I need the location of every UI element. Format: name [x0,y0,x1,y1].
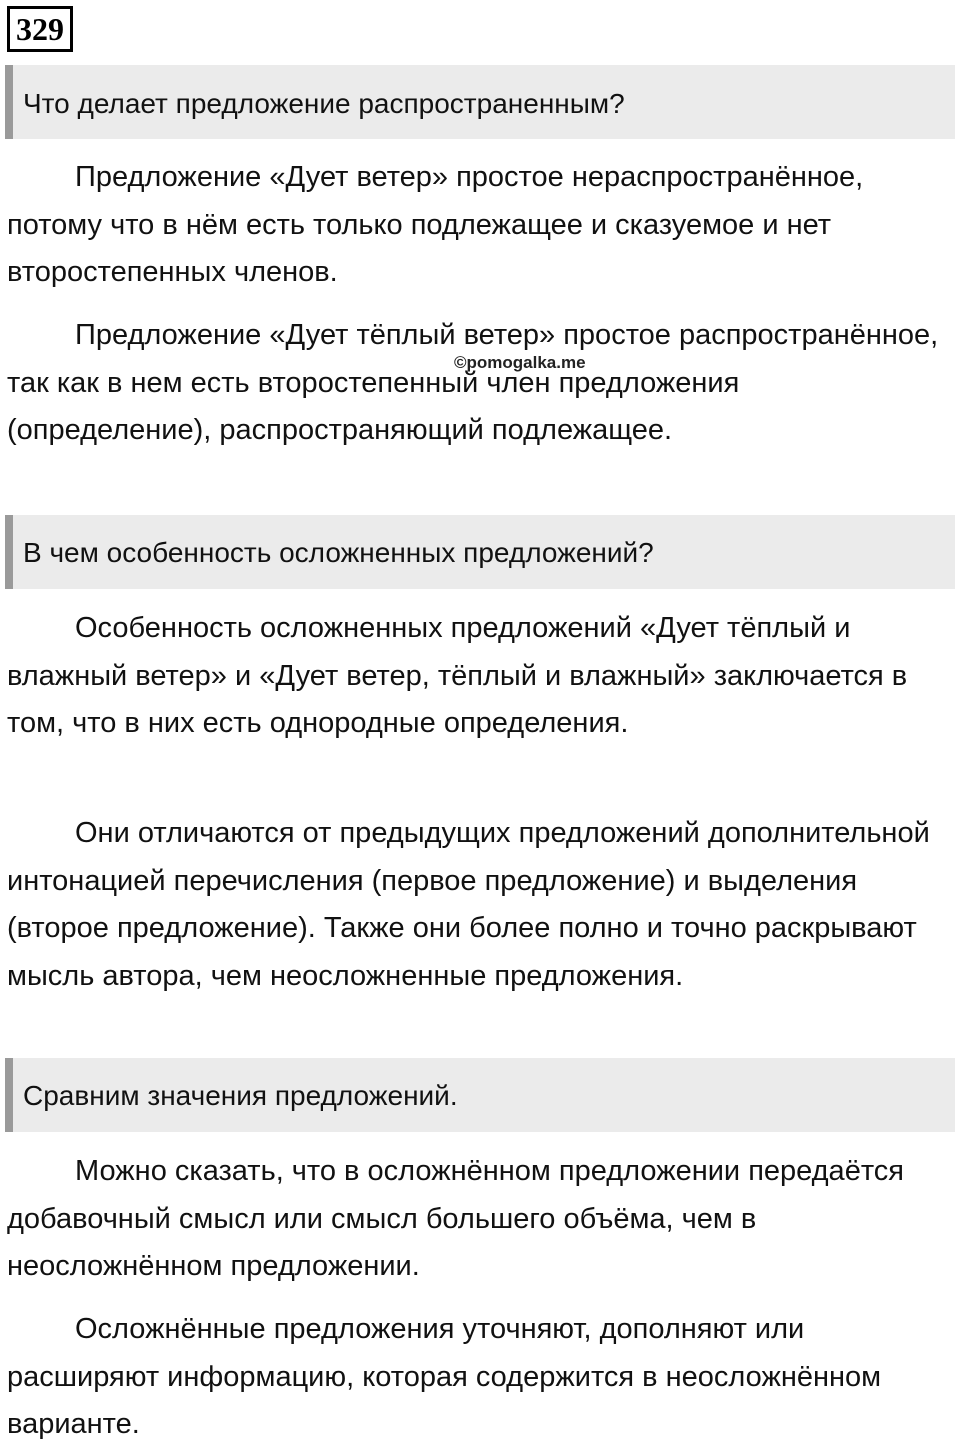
paragraph-2-2: Они отличаются от предыдущих предложений дополнительной интонацией перечисления (первое предложение) и выделения (второе предложение). Также они более полно и точно раскрывают мысль автора, чем неосложненные предложения. [7,817,930,992]
paragraph-1-1: Предложение «Дует ветер» простое нераспространённое, потому что в нём есть только подлежащее и сказуемое и нет второстепенных членов. [7,161,864,288]
section-heading-1: Что делает предложение распространенным? [5,65,955,139]
section-heading-3: Сравним значения предложений. [5,1058,955,1132]
paragraph-3-1: Можно сказать, что в осложнённом предложении передаётся добавочный смысл или смысл большего объёма, чем в неосложнённом предложении. [7,1155,904,1282]
paragraph-2-1: Особенность осложненных предложений «Дует тёплый и влажный ветер» и «Дует ветер, тёплый и влажный» заключается в том, что в них есть однородные определения. [7,612,908,739]
watermark: ©pomogalka.me [454,353,586,372]
section-heading-2: В чем особенность осложненных предложений? [5,515,955,589]
paragraph-1-2: Предложение «Дует тёплый ветер» простое распространённое, так как в нем есть второстепенный член предложения (определение), распространяющий подлежащее. [7,319,939,446]
paragraph-3-2: Осложнённые предложения уточняют, дополняют или расширяют информацию, которая содержится в неосложнённом варианте. [7,1313,882,1440]
task-number-badge: 329 [7,6,73,52]
